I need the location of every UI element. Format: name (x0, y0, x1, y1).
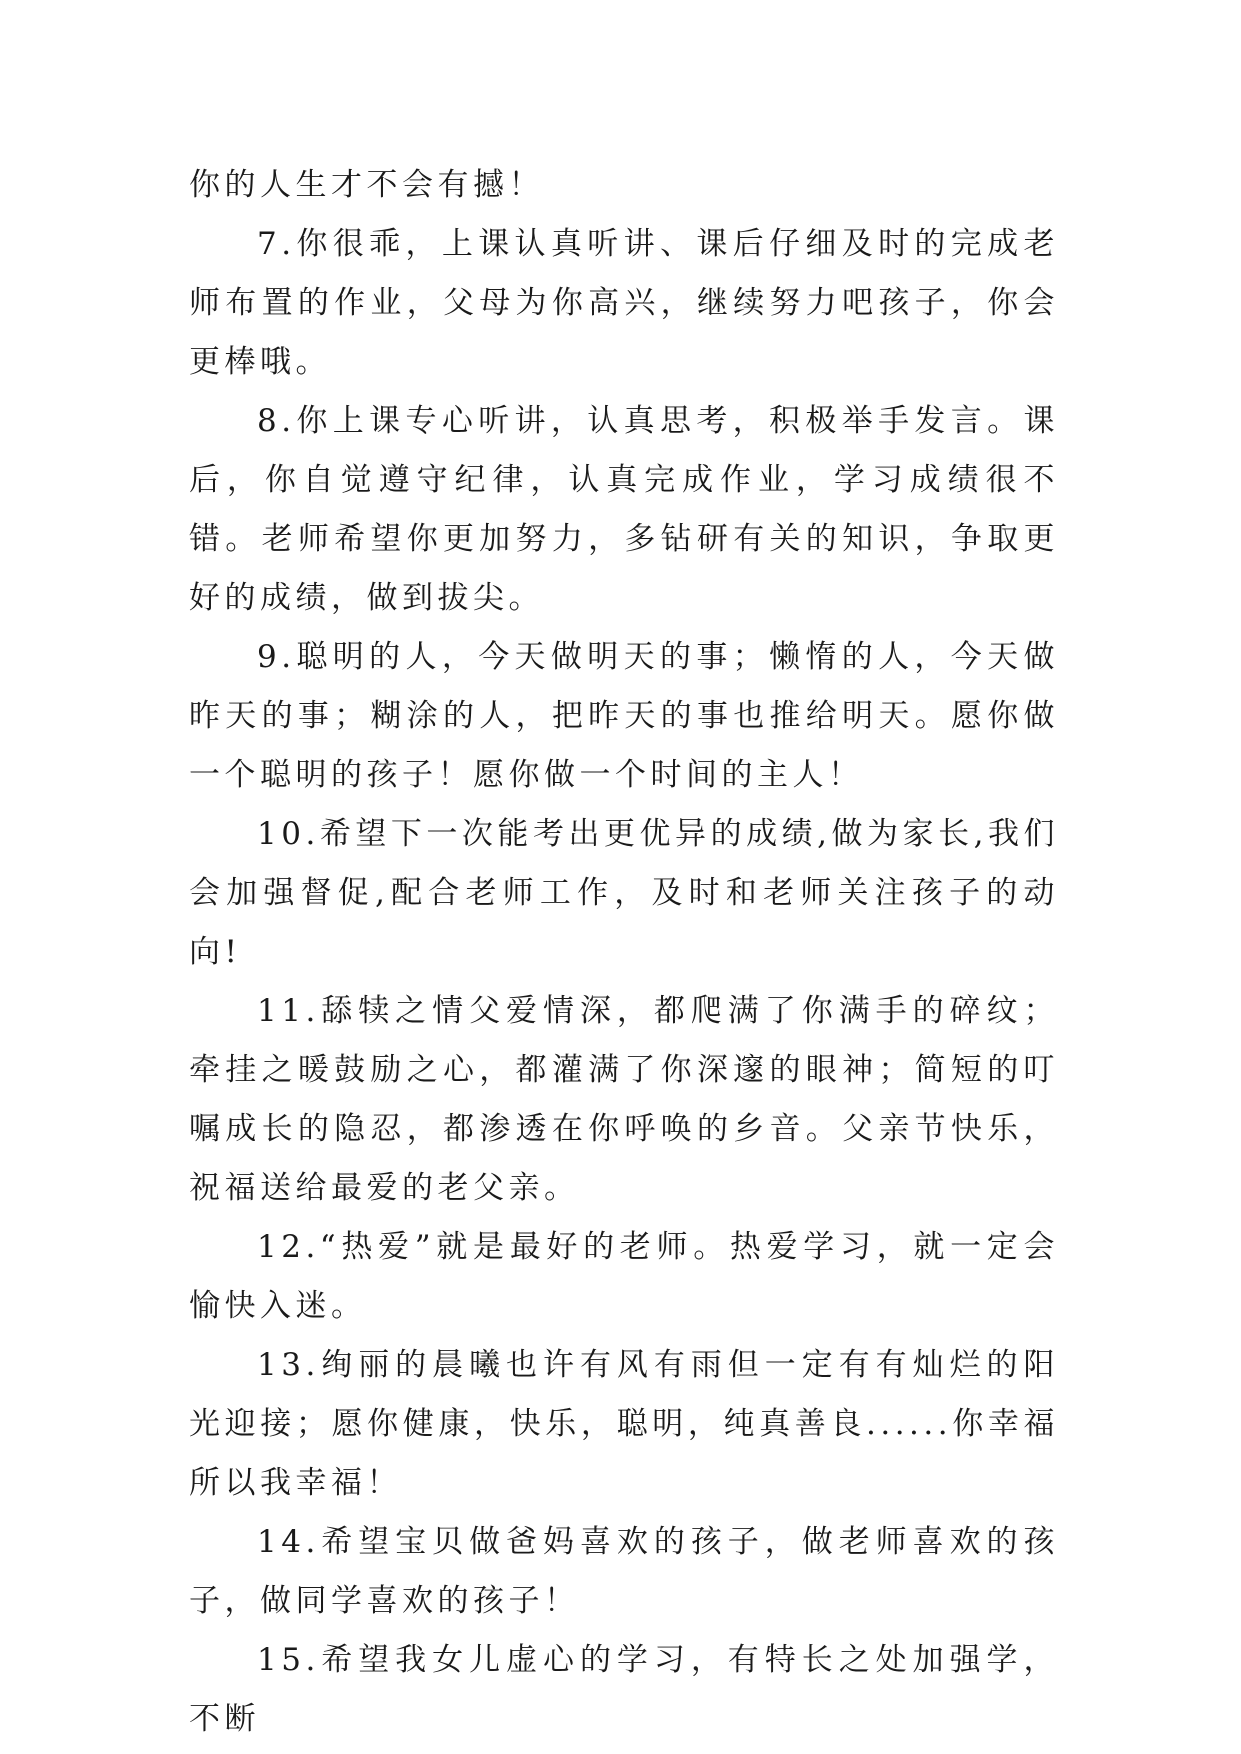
paragraph-item-12: 12.“热爱”就是最好的老师。热爱学习，就一定会愉快入迷。 (189, 1229, 1059, 1324)
paragraph-item-15: 15.希望我女儿虚心的学习，有特长之处加强学，不断 (189, 1642, 1059, 1737)
paragraph-item-14: 14.希望宝贝做爸妈喜欢的孩子，做老师喜欢的孩子，做同学喜欢的孩子！ (189, 1524, 1059, 1619)
paragraph-item-9: 9.聪明的人，今天做明天的事；懒惰的人，今天做昨天的事；糊涂的人，把昨天的事也推给明天。愿你做一个聪明的孩子！愿你做一个时间的主人！ (189, 639, 1059, 793)
paragraph-item-10: 10.希望下一次能考出更优异的成绩,做为家长,我们会加强督促,配合老师工作，及时和老师关注孩子的动向! (189, 816, 1059, 970)
paragraph-item-8: 8.你上课专心听讲，认真思考，积极举手发言。课后，你自觉遵守纪律，认真完成作业，学习成绩很不错。老师希望你更加努力，多钻研有关的知识，争取更好的成绩，做到拔尖。 (189, 403, 1059, 616)
paragraph-item-13: 13.绚丽的晨曦也许有风有雨但一定有有灿烂的阳光迎接；愿你健康，快乐，聪明，纯真善良......你幸福所以我幸福！ (189, 1347, 1059, 1501)
paragraph-item-7: 7.你很乖，上课认真听讲、课后仔细及时的完成老师布置的作业，父母为你高兴，继续努力吧孩子，你会更棒哦。 (189, 226, 1059, 380)
body-text (189, 156, 1059, 1749)
paragraph-item-11: 11.舔犊之情父爱情深，都爬满了你满手的碎纹；牵挂之暖鼓励之心，都灌满了你深邃的眼神；简短的叮嘱成长的隐忍，都渗透在你呼唤的乡音。父亲节快乐，祝福送给最爱的老父亲。 (189, 993, 1059, 1206)
paragraph-continuation: 你的人生才不会有撼！ (189, 167, 544, 203)
